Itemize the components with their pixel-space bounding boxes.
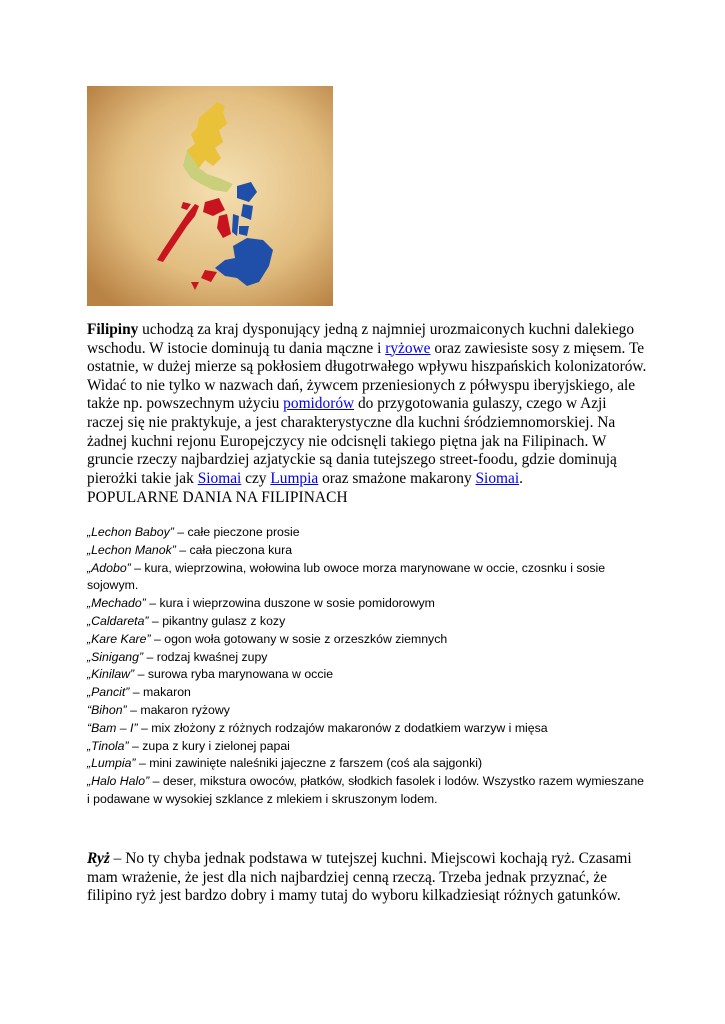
dish-name: „Mechado” <box>87 596 146 611</box>
link-ryzowe[interactable]: ryżowe <box>385 339 431 357</box>
dish-name: “Bam – I” <box>87 720 138 735</box>
list-item <box>87 684 647 702</box>
dish-name: „Lechon Manok” <box>87 542 176 557</box>
list-item <box>87 720 647 738</box>
link-siomai[interactable]: Siomai <box>197 469 242 487</box>
dish-desc: – całe pieczone prosie <box>173 525 300 539</box>
list-item <box>87 524 647 542</box>
dish-name: „Kare Kare” <box>87 631 151 646</box>
dish-name: „Caldareta” <box>87 613 149 628</box>
intro-text-1: uchodzą za kraj dysponujący jedną z najmniej urozmaiconych kuchni dalekiego wschodu. W istocie dominują tu dania mączne i <box>87 321 635 357</box>
dish-name: „Halo Halo” <box>87 774 150 789</box>
intro-paragraph <box>87 321 647 488</box>
intro-text-4: czy <box>241 469 271 487</box>
dish-name: „Lumpia” <box>87 756 136 771</box>
intro-text-6: . <box>519 469 523 487</box>
list-item <box>87 666 647 684</box>
link-siomai-2[interactable]: Siomai <box>475 469 520 487</box>
dish-name: „Lechon Baboy” <box>87 525 174 539</box>
dish-list <box>87 524 647 809</box>
dish-name: „Sinigang” <box>87 649 144 664</box>
philippines-flag-map-image <box>87 86 333 306</box>
intro-text-5: oraz smażone makarony <box>318 469 476 487</box>
list-item <box>87 560 647 596</box>
dish-desc: – rodzaj kwaśnej zupy <box>143 649 268 664</box>
dish-desc: – mini zawinięte naleśniki jajeczne z farszem (coś ala sajgonki) <box>135 756 483 771</box>
dish-desc: – kura i wieprzowina duszone w sosie pomidorowym <box>145 596 435 611</box>
dish-name: “Bihon” <box>87 702 127 717</box>
dish-desc: – kura, wieprzowina, wołowina lub owoce morza marynowane w occie, czosnku i sosie sojowym. <box>87 560 606 593</box>
dish-desc: – makaron <box>129 685 191 700</box>
dish-desc: – cała pieczona kura <box>175 542 293 557</box>
intro-text-2: oraz zawiesiste sosy z mięsem. Te ostatnie, w dużej mierze są pokłosiem długotrwałego wpływu hiszpańskich kolonizatorów. Widać to nie tylko w nazwach dań, żywcem przeniesionych z półwyspu iberyjskiego, ale także np. powszechnym użyciu <box>87 339 647 413</box>
list-item <box>87 755 647 773</box>
intro-bold-term: Filipiny <box>87 321 139 338</box>
list-item <box>87 595 647 613</box>
rice-text: – No ty chyba jednak podstawa w tutejszej kuchni. Miejscowi kochają ryż. Czasami mam wrażenie, że jest dla nich najbardziej cenną rzeczą. Trzeba jednak przyznać, że filipino ryż jest bardzo dobry i mamy tutaj do wyboru kilkadziesiąt różnych gatunków. <box>87 850 632 905</box>
dish-desc: – mix złożony z różnych rodzajów makaronów z dodatkiem warzyw i mięsa <box>137 720 548 735</box>
dish-desc: – ogon woła gotowany w sosie z orzeszków ziemnych <box>150 631 448 646</box>
list-item <box>87 542 647 560</box>
dish-desc: – makaron ryżowy <box>126 702 230 717</box>
dish-desc: – pikantny gulasz z kozy <box>148 613 286 628</box>
list-item <box>87 631 647 649</box>
link-lumpia[interactable]: Lumpia <box>270 469 319 487</box>
dish-name: „Tinola” <box>87 738 129 753</box>
dish-desc: – deser, mikstura owoców, płatków, słodkich fasolek i lodów. Wszystko razem wymieszane i podawane w wysokiej szklance z mlekiem i skruszonym lodem. <box>87 774 644 806</box>
list-item <box>87 702 647 720</box>
intro-text-3: do przygotowania gulaszy, czego w Azji raczej się nie praktykuje, a jest charakterystyczne dla kuchni śródziemnomorskiej. Na żadnej kuchni rejonu Europejczycy nie odcisnęli takiego piętna jak na Filipinach. W gruncie rzeczy najbardziej azjatyckie są dania tutejszego street-foodu, gdzie dominują pierożki takie jak <box>87 395 617 487</box>
philippines-map-illustration <box>87 86 333 306</box>
dish-name: „Adobo” <box>87 560 131 575</box>
list-item <box>87 773 647 809</box>
list-item <box>87 613 647 631</box>
dish-name: „Kinilaw” <box>87 667 135 682</box>
dish-desc: – zupa z kury i zielonej papai <box>128 738 290 753</box>
list-item <box>87 738 647 756</box>
link-pomidorow[interactable]: pomidorów <box>283 395 355 413</box>
rice-paragraph <box>87 850 647 906</box>
dish-name: „Pancit” <box>87 685 130 700</box>
dish-desc: – surowa ryba marynowana w occie <box>134 667 334 682</box>
section-heading: POPULARNE DANIA NA FILIPINACH <box>87 489 348 506</box>
list-item <box>87 649 647 667</box>
rice-bold-term: Ryż <box>87 850 110 867</box>
